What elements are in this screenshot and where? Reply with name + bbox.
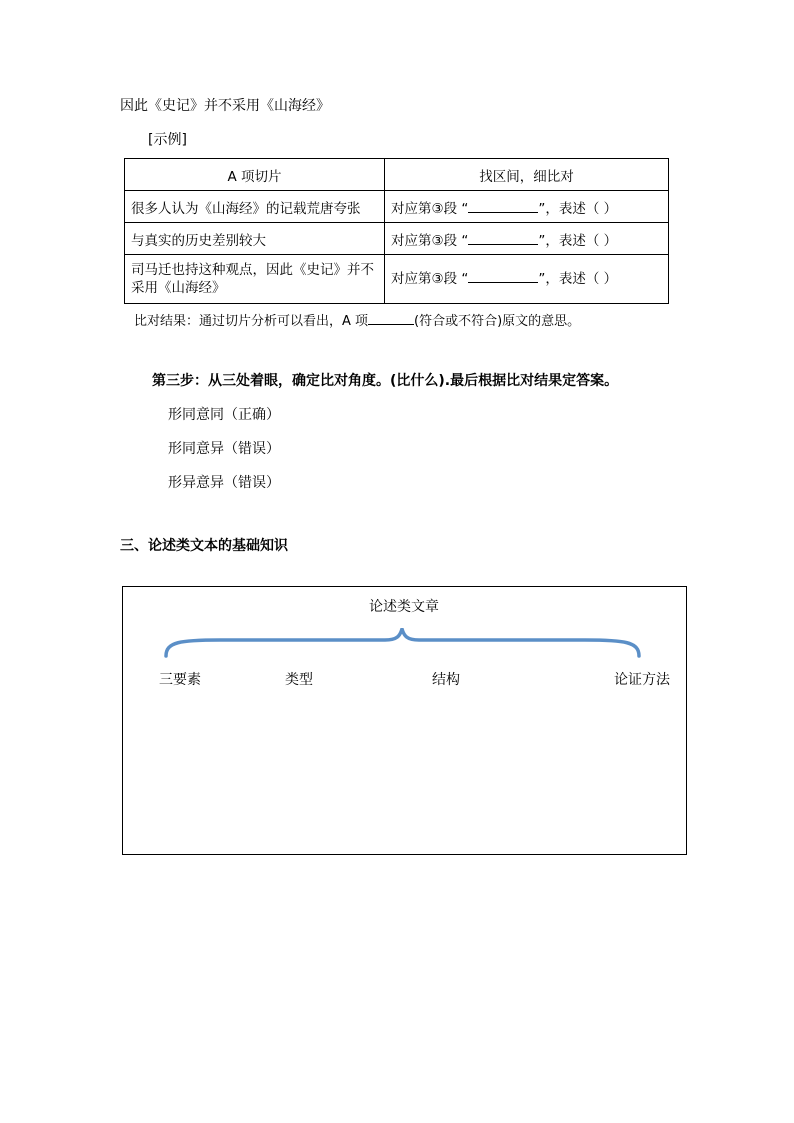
- column-header-compare: 找区间，细比对: [385, 159, 669, 191]
- compare-cell: [385, 191, 669, 223]
- fill-blank[interactable]: [468, 200, 538, 213]
- fill-blank[interactable]: [468, 270, 538, 283]
- compare-result-suffix: (符合或不符合)原文的意思。: [414, 314, 581, 329]
- diagram-frame: [122, 586, 687, 855]
- compare-suffix: ”，表述（ ）: [538, 271, 618, 287]
- table-row: [125, 191, 669, 223]
- slice-table: [124, 158, 669, 304]
- diagram-branch: 论证方法: [614, 672, 670, 688]
- compare-suffix: ”，表述（ ）: [538, 232, 618, 249]
- compare-result-prefix: 比对结果：通过切片分析可以看出，A 项: [134, 314, 369, 329]
- judgement-item: 形同意异（错误）: [168, 441, 280, 457]
- slice-cell: 与真实的历史差别较大: [125, 223, 385, 255]
- table-row: [125, 255, 669, 304]
- compare-cell: [385, 255, 669, 304]
- compare-result: [134, 310, 580, 329]
- compare-cell: [385, 223, 669, 255]
- section-title: 三、论述类文本的基础知识: [120, 538, 288, 554]
- table-row: [125, 223, 669, 255]
- column-header-slice: A 项切片: [125, 159, 385, 191]
- compare-suffix: ”，表述（ ）: [538, 200, 618, 217]
- intro-line: 因此《史记》并不采用《山海经》: [120, 98, 330, 114]
- curly-brace-icon: [160, 628, 645, 660]
- diagram-branch: 结构: [432, 672, 460, 688]
- slice-cell: 很多人认为《山海经》的记载荒唐夸张: [125, 191, 385, 223]
- example-label: [示例]: [148, 132, 187, 148]
- diagram-branch: 三要素: [159, 672, 201, 688]
- step-three-heading: 第三步：从三处着眼，确定比对角度。(比什么).最后根据比对结果定答案。: [152, 373, 619, 389]
- diagram-branch: 类型: [285, 672, 313, 688]
- compare-prefix: 对应第③段 “: [391, 200, 469, 217]
- compare-prefix: 对应第③段 “: [391, 232, 469, 249]
- diagram-title: 论述类文章: [369, 599, 439, 615]
- judgement-item: 形异意异（错误）: [168, 475, 280, 491]
- fill-blank[interactable]: [468, 232, 538, 245]
- table-header-row: [125, 159, 669, 191]
- slice-cell: 司马迁也持这种观点，因此《史记》并不采用《山海经》: [125, 255, 385, 304]
- judgement-item: 形同意同（正确）: [168, 407, 280, 423]
- compare-prefix: 对应第③段 “: [391, 271, 469, 287]
- fill-blank[interactable]: [368, 313, 414, 325]
